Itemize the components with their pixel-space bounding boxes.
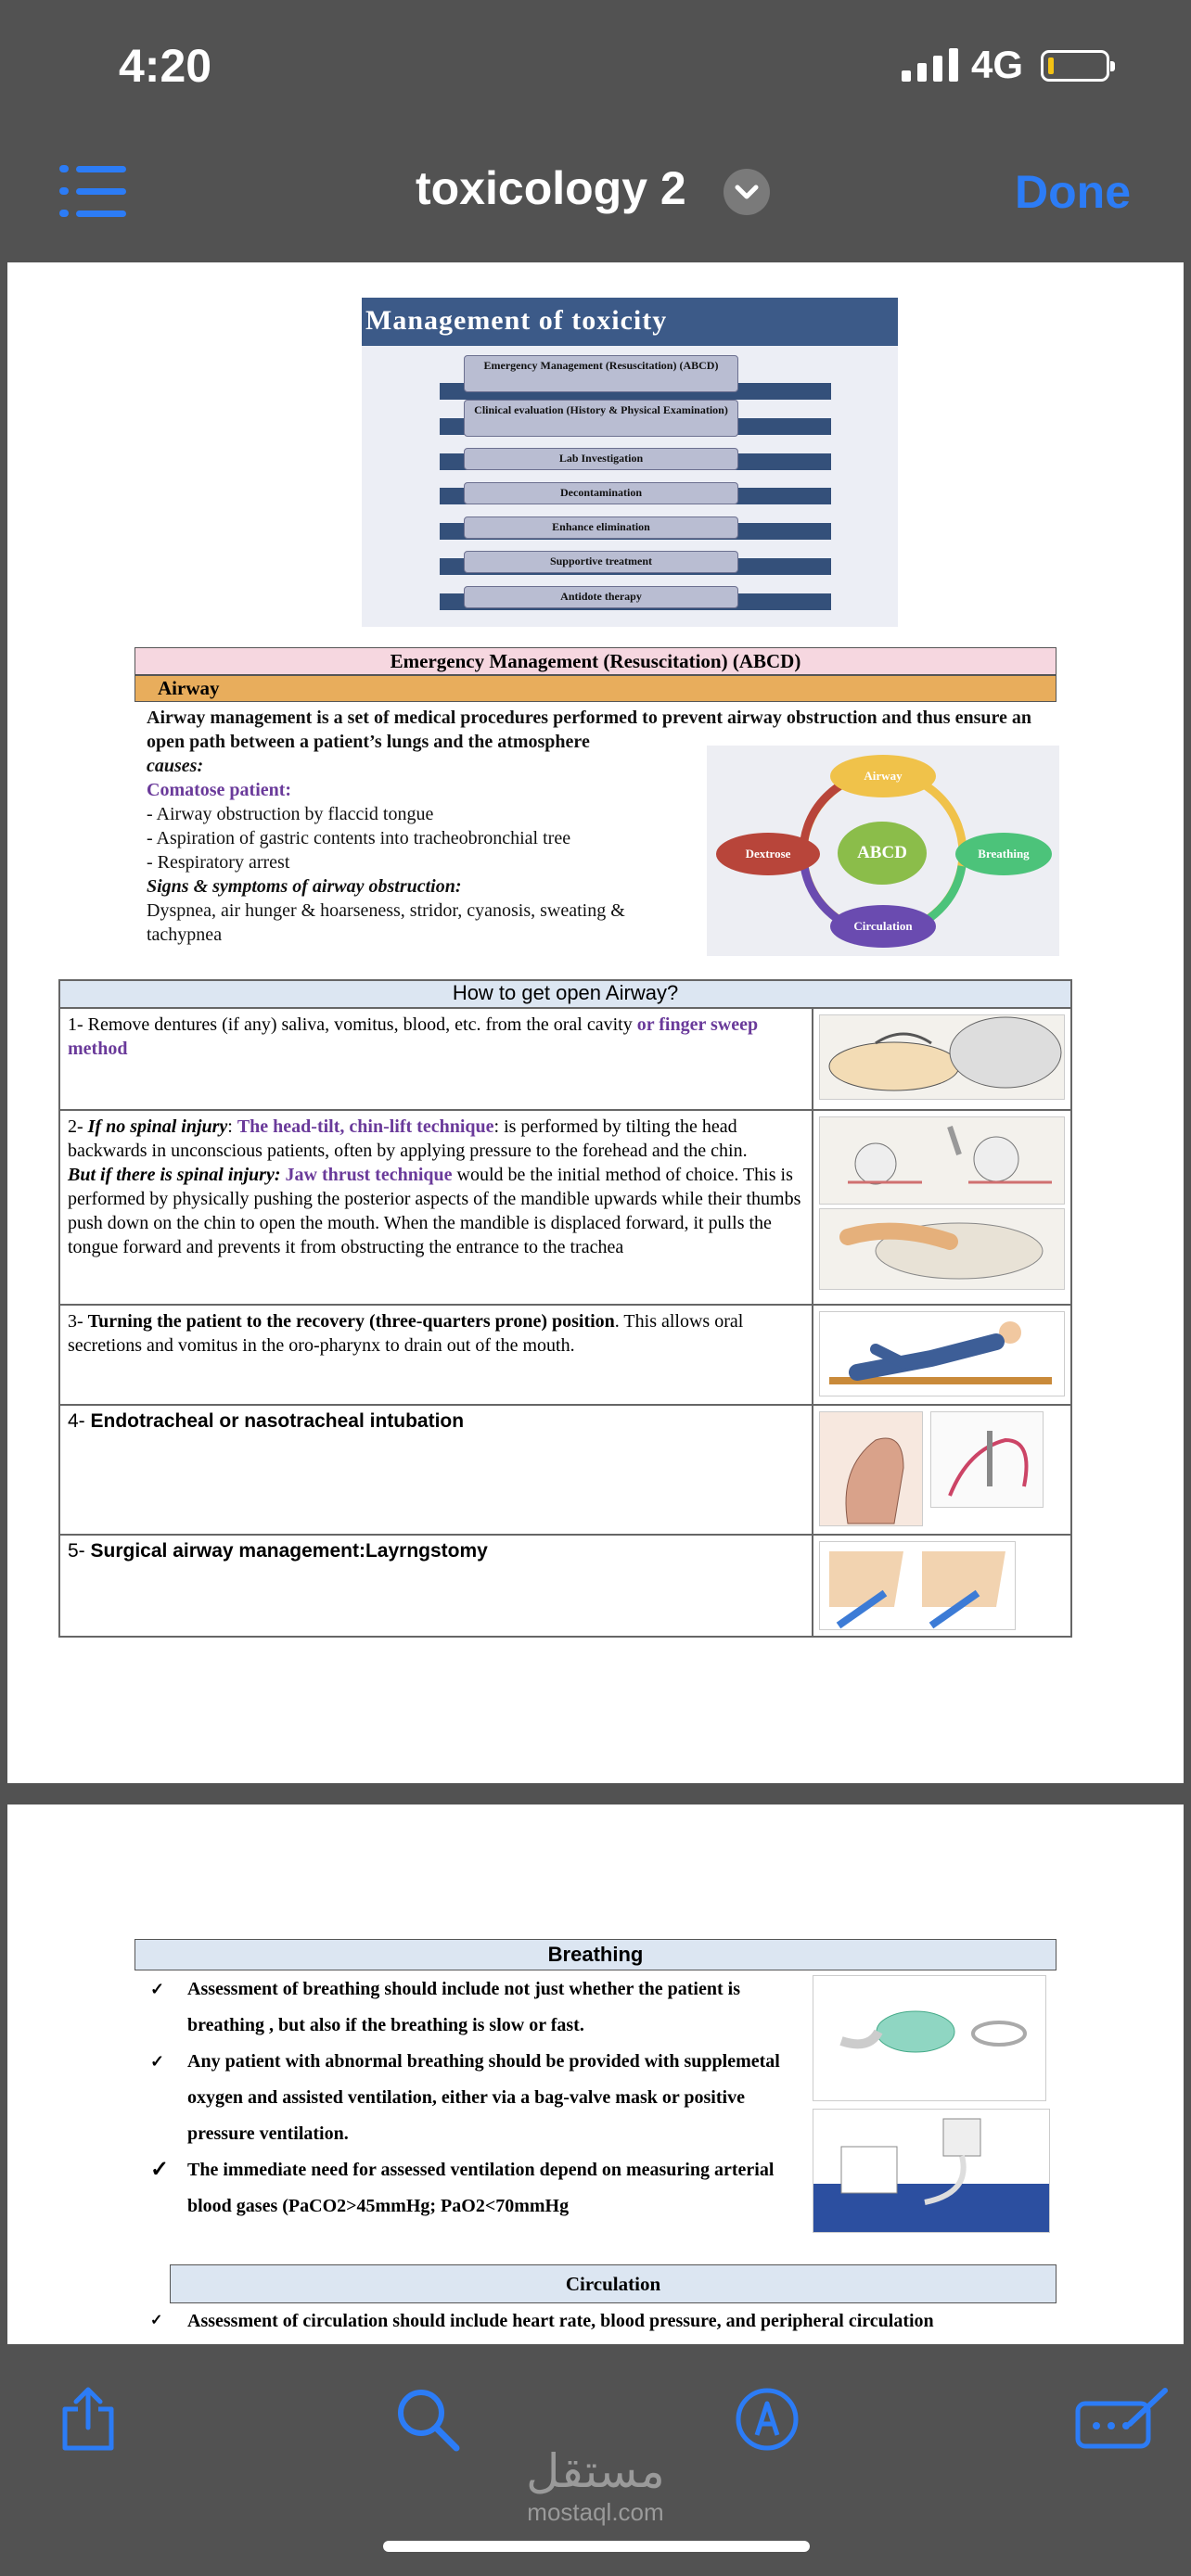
watermark-latin: mostaql.com [527,2498,664,2526]
open-airway-header: How to get open Airway? [59,980,1071,1008]
cause-item: - Airway obstruction by flaccid tongue [147,804,434,824]
abcd-airway: Airway [830,755,936,797]
list-item: ✓ Assessment of breathing should include not just whether the patient is breathing , but also if the breathing is slow or fast. [147,1971,814,2044]
laryngostomy-image [819,1541,1016,1630]
row-text: 5- Surgical airway management:Layrngstomy [59,1535,813,1637]
table-row [59,1110,1071,1305]
signs-text: Dyspnea, air hunger & hoarseness, stridor, cyanosis, sweating & tachypnea [147,900,625,945]
document-page-2 [7,1804,1184,2344]
cause-item: - Respiratory arrest [147,852,290,873]
breathing-header: Breathing [134,1939,1057,1970]
management-step: Decontamination [464,482,738,504]
ventilation-image [813,2109,1050,2233]
signal-icon [902,46,958,82]
circulation-header: Circulation [170,2264,1057,2303]
battery-icon [1041,50,1109,82]
watermark-arabic: مستقل [526,2444,665,2498]
check-icon: ✓ [150,2052,165,2071]
jaw-thrust-image [819,1208,1065,1290]
management-step: Clinical evaluation (History & Physical Examination) [464,400,738,437]
abcd-center: ABCD [838,822,927,885]
status-bar [0,0,1191,130]
image-cell [813,1535,1071,1637]
cause-item: - Aspiration of gastric contents into tracheobronchial tree [147,828,571,848]
image-cell [813,1405,1071,1535]
management-step: Enhance elimination [464,516,738,539]
signs-label: Signs & symptoms of airway obstruction: [147,876,462,897]
management-step: Lab Investigation [464,448,738,470]
network-type: 4G [971,43,1024,86]
document-title[interactable]: toxicology 2 [416,162,686,214]
emergency-header: Emergency Management (Resuscitation) (ABCD) [134,647,1057,675]
check-icon: ✓ [150,1980,165,1998]
image-cell [813,1008,1071,1110]
open-airway-table [58,979,1072,1638]
management-figure [362,298,898,627]
head-tilt-image [819,1116,1065,1205]
document-page-1 [7,262,1184,1783]
markup-icon[interactable] [735,2387,800,2452]
recovery-position-image [819,1311,1065,1396]
management-step: Supportive treatment [464,551,738,573]
edit-icon[interactable] [1074,2387,1171,2452]
done-button[interactable]: Done [1015,166,1131,218]
list-item: ✓ The immediate need for assessed ventilation depend on measuring arterial blood gases (PaCO2>45mmHg; PaO2<70mmHg [147,2152,814,2225]
airway-definition: Airway management is a set of medical procedures performed to prevent airway obstruction and thus ensure an open path between a patient’s lungs and the atmosphere [147,708,1032,752]
nasotracheal-image [930,1411,1044,1508]
abcd-dextrose: Dextrose [716,833,820,875]
airway-header: Airway [134,675,1057,702]
search-icon[interactable] [393,2385,462,2454]
image-cell [813,1305,1071,1405]
share-icon[interactable] [58,2385,119,2454]
management-title: Management of toxicity [362,298,898,346]
causes-label: causes: [147,756,204,776]
row-text: 3- Turning the patient to the recovery (three-quarters prone) position. This allows oral secretions and vomitus in the oro-pharynx to drain out of the mouth. [59,1305,813,1405]
status-time: 4:20 [119,40,212,92]
table-row [59,1535,1071,1637]
list-icon[interactable] [59,165,126,217]
row-text: 1- Remove dentures (if any) saliva, vomitus, blood, etc. from the oral cavity or finger sweep method [59,1008,813,1110]
table-row [59,1405,1071,1535]
circulation-text: ✓ Assessment of circulation should include heart rate, blood pressure, and peripheral circulation [147,2307,1074,2335]
intubation-image [819,1411,923,1526]
breathing-list [147,1971,814,2225]
abcd-diagram [707,746,1059,956]
image-cell [813,1110,1071,1305]
chevron-down-icon[interactable] [724,169,770,215]
home-indicator[interactable] [383,2541,810,2552]
list-item: ✓ Any patient with abnormal breathing should be provided with supplemetal oxygen and assisted ventilation, either via a bag-valve mask or positive pressure ventilation. [147,2044,814,2152]
abcd-circulation: Circulation [830,905,936,948]
bag-valve-mask-image [813,1975,1046,2101]
table-row [59,1008,1071,1110]
row-text: 2- If no spinal injury: The head-tilt, chin-lift technique: is performed by tilting the head backwards in unconscious patients, often by applying pressure to the forehead and the chin. But if there is spinal injury: Jaw thrust technique would be the initial method of choice. This is performed by physically pushing the posterior aspects of the mandible upwards while their thumbs push down on the chin to open the mouth. When the mandible is displaced forward, it pulls the tongue forward and prevents it from obstructing the entrance to the trachea [59,1110,813,1305]
management-step: Emergency Management (Resuscitation) (ABCD) [464,355,738,392]
management-step: Antidote therapy [464,586,738,608]
table-row [59,1305,1071,1405]
row-text: 4- Endotracheal or nasotracheal intubation [59,1405,813,1535]
abcd-breathing: Breathing [955,833,1052,875]
comatose-label: Comatose patient: [147,780,292,800]
check-icon: ✓ [150,2158,170,2182]
finger-sweep-image [819,1014,1065,1100]
check-icon: ✓ [150,2313,163,2328]
